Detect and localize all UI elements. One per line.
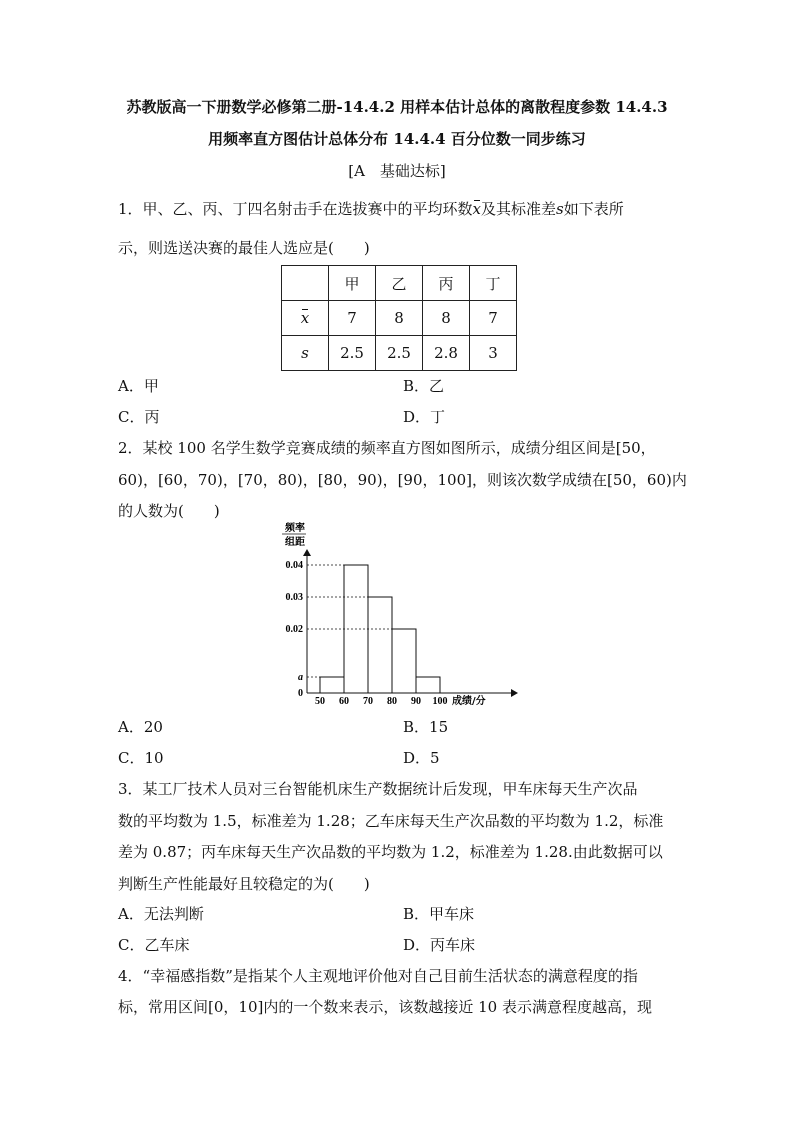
histogram-bar xyxy=(368,597,392,693)
x-tick-label: 100 xyxy=(432,696,448,707)
q1-option-a[interactable]: A．甲 xyxy=(118,377,159,395)
y-axis-label-bottom: 组距 xyxy=(285,537,305,548)
y-axis-label-top: 频率 xyxy=(285,523,305,534)
title-line-2: 用频率直方图估计总体分布 14.4.4 百分位数一同步练习 xyxy=(208,130,586,148)
table-row-mean xyxy=(282,301,517,336)
q3-option-d[interactable]: D．丙车床 xyxy=(403,936,476,954)
x-axis-label: 成绩/分 xyxy=(452,696,486,707)
q4-line-2: 标，常用区间[0，10]内的一个数来表示，该数越接近 10 表示满意程度越高，现 xyxy=(118,998,652,1016)
q1-text-c: 如下表所 xyxy=(563,200,624,218)
table-cell xyxy=(282,301,329,336)
histogram-bar xyxy=(320,677,344,693)
q1-text-b: 及其标准差 xyxy=(481,200,557,218)
table-cell xyxy=(282,266,329,301)
histogram-bar xyxy=(416,677,440,693)
q2-option-c[interactable]: C．10 xyxy=(118,749,164,767)
histogram-axes xyxy=(307,550,517,693)
q1-option-b[interactable]: B．乙 xyxy=(403,377,445,395)
x-bar-symbol: x xyxy=(472,200,482,218)
s-symbol: s xyxy=(556,200,564,218)
section-heading: [A 基础达标] xyxy=(348,162,446,180)
frequency-histogram xyxy=(270,522,530,712)
q2-option-a[interactable]: A．20 xyxy=(118,718,163,736)
q3-option-c[interactable]: C．乙车床 xyxy=(118,936,190,954)
table-cell: s xyxy=(282,336,329,371)
q2-line-1: 2．某校 100 名学生数学竞赛成绩的频率直方图如图所示，成绩分组区间是[50， xyxy=(118,439,656,457)
table-cell: 丁 xyxy=(470,266,517,301)
q1-line-1 xyxy=(118,198,624,219)
q2-option-b[interactable]: B．15 xyxy=(403,718,449,736)
table-row-sd xyxy=(282,336,517,371)
y-tick-label: 0 xyxy=(298,688,303,699)
y-tick-label: 0.04 xyxy=(285,560,303,571)
histogram-guides xyxy=(307,565,392,677)
q3-line-4: 判断生产性能最好且较稳定的为( ) xyxy=(118,875,370,893)
table-cell: 3 xyxy=(470,336,517,371)
histogram-labels xyxy=(282,522,486,707)
table-cell: 2.5 xyxy=(329,336,376,371)
x-tick-label: 90 xyxy=(411,696,421,707)
x-bar-symbol: x xyxy=(300,309,310,327)
q2-option-d[interactable]: D．5 xyxy=(403,749,440,767)
q2-line-3: 的人数为( ) xyxy=(118,502,220,520)
table-cell: 8 xyxy=(376,301,423,336)
y-tick-label: 0.03 xyxy=(285,592,303,603)
q3-option-b[interactable]: B．甲车床 xyxy=(403,905,475,923)
y-tick-label: 0.02 xyxy=(285,624,303,635)
x-tick-label: 80 xyxy=(387,696,397,707)
table-cell: 2.5 xyxy=(376,336,423,371)
x-tick-label: 70 xyxy=(363,696,373,707)
table-cell: 丙 xyxy=(423,266,470,301)
y-tick-label: a xyxy=(298,672,303,683)
q3-line-2: 数的平均数为 1.5，标准差为 1.28；乙车床每天生产次品数的平均数为 1.2，标准 xyxy=(118,812,664,830)
q1-option-c[interactable]: C．丙 xyxy=(118,408,160,426)
table-cell: 甲 xyxy=(329,266,376,301)
histogram-bar xyxy=(392,629,416,693)
table-cell: 2.8 xyxy=(423,336,470,371)
table-cell: 乙 xyxy=(376,266,423,301)
x-tick-label: 60 xyxy=(339,696,349,707)
table-cell: 7 xyxy=(470,301,517,336)
q3-line-3: 差为 0.87；丙车床每天生产次品数的平均数为 1.2，标准差为 1.28.由此数据可以 xyxy=(118,843,663,861)
table-cell: 8 xyxy=(423,301,470,336)
table-cell: 7 xyxy=(329,301,376,336)
q3-option-a[interactable]: A．无法判断 xyxy=(118,905,204,923)
q1-line-2: 示，则选送决赛的最佳人选应是( ) xyxy=(118,239,370,257)
q4-line-1: 4．“幸福感指数”是指某个人主观地评价他对自己目前生活状态的满意程度的指 xyxy=(118,967,638,985)
q2-line-2: 60)，[60，70)，[70，80)，[80，90)，[90，100]，则该次数学成绩在[50，60)内 xyxy=(118,471,687,489)
q3-line-1: 3．某工厂技术人员对三台智能机床生产数据统计后发现，甲车床每天生产次品 xyxy=(118,780,638,798)
q1-option-d[interactable]: D．丁 xyxy=(403,408,446,426)
x-tick-label: 50 xyxy=(315,696,325,707)
q1-text-a: 1．甲、乙、丙、丁四名射击手在选拔赛中的平均环数 xyxy=(118,200,473,218)
table-header-row xyxy=(282,266,517,301)
q1-table xyxy=(281,265,517,371)
title-line-1: 苏教版高一下册数学必修第二册-14.4.2 用样本估计总体的离散程度参数 14.4.3 xyxy=(126,98,668,116)
